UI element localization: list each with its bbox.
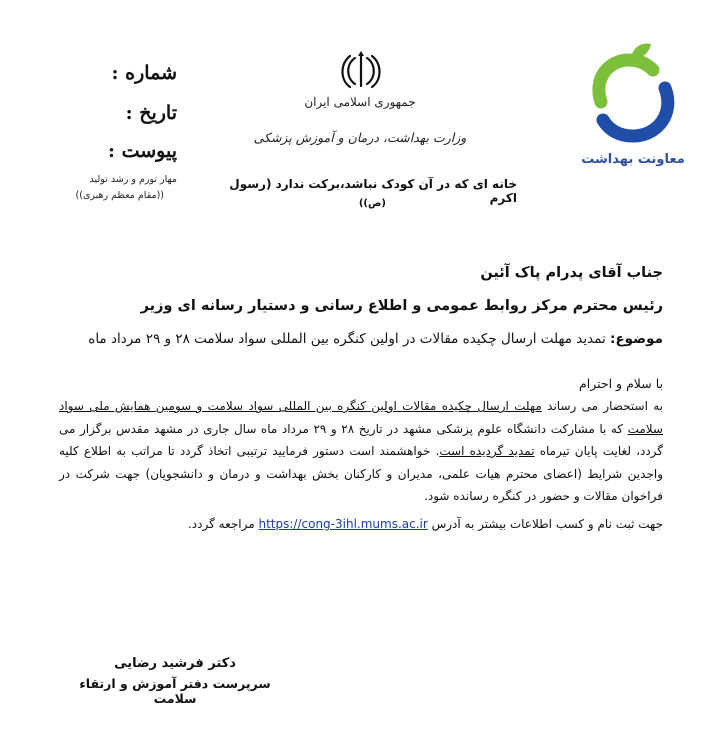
logo-caption: معاونت بهداشت: [581, 152, 685, 167]
slogan-line2: ((مقام معظم رهبری)): [75, 190, 164, 201]
health-deputy-logo-icon: [579, 40, 685, 148]
subject-label: موضوع:: [610, 331, 663, 347]
p1-end: . خواهشمند است دستور فرمایید ترتیبی اتخاذ گردد تا مراتب به اطلاع کلیه واجدین شرایط (اعضای محترم هیات علمی، مدیران و کارکنان بخش بهداشت و درمان و دانشجویان) جهت شرکت در فراخوان مقالات و حضور در کنگره رسانده شود.: [59, 444, 663, 503]
congress-website-link[interactable]: https://cong-3ihl.mums.ac.ir: [258, 517, 428, 531]
subject-line: [43, 331, 663, 347]
signatory-title: سرپرست دفتر آموزش و ارتقاء سلامت: [79, 676, 271, 706]
greeting: با سلام و احترام: [579, 376, 663, 391]
hadith-line2: (ص)): [358, 198, 386, 209]
p2-end: مراجعه گردد.: [187, 517, 259, 531]
recipient-title: رئیس محترم مرکز روابط عمومی و اطلاع رسانی و دستیار رسانه ای وزیر: [140, 298, 663, 314]
subject-text: تمدید مهلت ارسال چکیده مقالات در اولین کنگره بین المللی سواد سلامت ۲۸ و ۲۹ مرداد ماه: [88, 331, 611, 347]
iran-emblem-icon: [340, 50, 382, 90]
ministry-title: وزارت بهداشت، درمان و آموزش پزشکی: [253, 130, 467, 145]
p2-intro: جهت ثبت نام و کسب اطلاعات بیشتر به آدرس: [427, 517, 663, 531]
number-label: شماره :: [111, 62, 177, 84]
p1-extended-underlined: تمدید گردیده است: [439, 444, 535, 458]
p1-deadline-underlined: مهلت ارسال چکیده مقالات اولین کنگره بین المللی سواد سلامت و سومین همایش ملی سواد سلامت: [59, 399, 663, 436]
attachment-label: پیوست :: [107, 140, 177, 162]
body-paragraph-1: [59, 395, 663, 508]
slogan-line1: مهار تورم و رشد تولید: [89, 174, 177, 185]
recipient-name: جناب آقای پدرام پاک آئین: [480, 265, 663, 281]
signatory-name: دکتر فرشید رضایی: [114, 656, 236, 671]
date-label: تاریخ :: [125, 102, 177, 124]
body-paragraph-2: [59, 513, 663, 536]
republic-title: جمهوری اسلامی ایران: [304, 95, 416, 109]
p1-intro: به استحضار می رساند: [541, 399, 664, 413]
hadith-line1: خانه ای که در آن کودک نباشد،برکت ندارد (رسول اکرم: [229, 177, 517, 205]
p1-middle: که با مشارکت دانشگاه علوم پزشکی مشهد در تاریخ ۲۸ و ۲۹ مرداد ماه سال جاری در مشهد مقدس برگزار می گردد، لغایت پایان تیرماه: [59, 421, 663, 458]
